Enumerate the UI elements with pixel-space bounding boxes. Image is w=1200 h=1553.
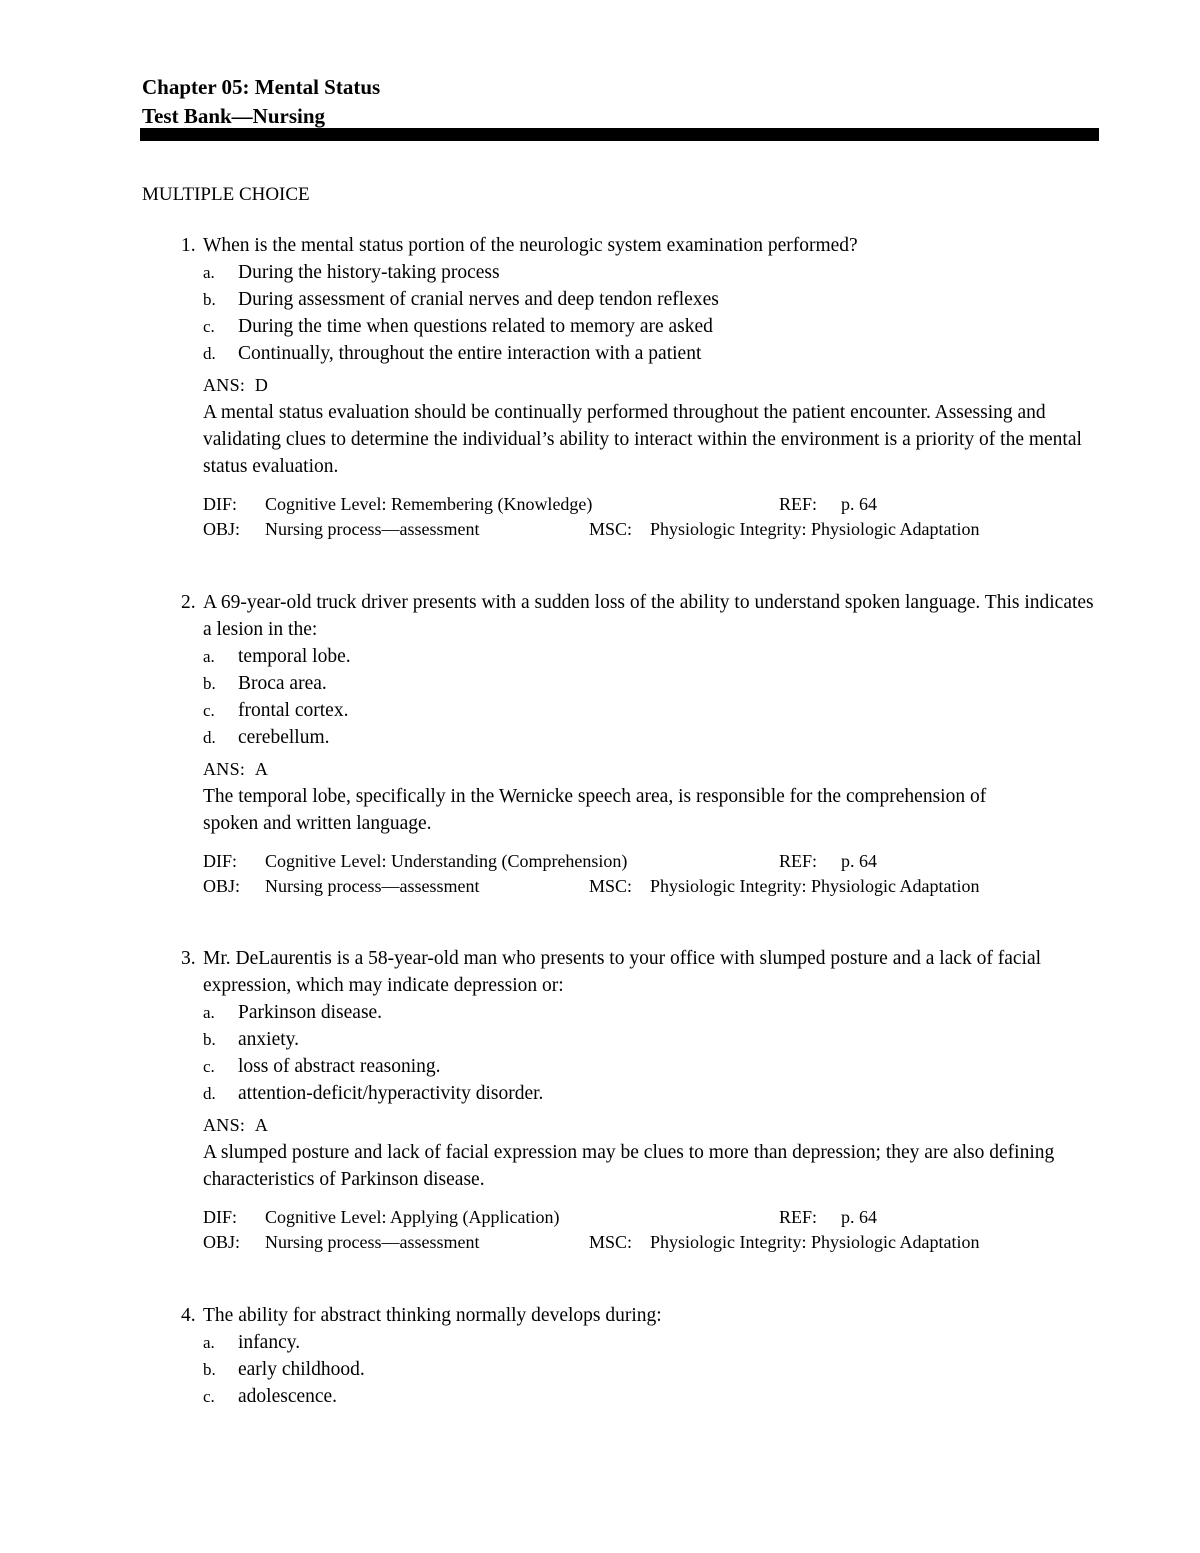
question-2 xyxy=(142,589,1102,899)
option-letter: a. xyxy=(203,263,215,282)
option-letter: c. xyxy=(203,317,215,336)
question-stem: The ability for abstract thinking normally develops during: xyxy=(203,1305,662,1326)
option-letter: a. xyxy=(203,647,215,666)
question-number: 3. xyxy=(181,948,196,969)
answer-line xyxy=(203,1112,1102,1139)
option-a xyxy=(203,643,1102,670)
msc-value: Physiologic Integrity: Physiologic Adaptation xyxy=(650,876,980,896)
obj-label: OBJ: xyxy=(203,1232,241,1252)
option-letter: c. xyxy=(203,1057,215,1076)
answer-label: ANS: xyxy=(203,759,246,779)
question-4 xyxy=(142,1302,1102,1410)
dif-label: DIF: xyxy=(203,494,238,514)
option-text: cerebellum. xyxy=(238,727,330,748)
option-text: loss of abstract reasoning. xyxy=(238,1056,441,1077)
obj-value: Nursing process—assessment xyxy=(265,519,480,539)
rationale: A mental status evaluation should be continually performed throughout the patient encounter. Assessing and validating clues to determine the individual’s ability to interact within the environment is a priority of the mental status evaluation. xyxy=(203,402,1082,477)
msc-label: MSC: xyxy=(589,519,633,539)
dif-label: DIF: xyxy=(203,1207,238,1227)
option-a xyxy=(203,1329,1102,1356)
option-letter: c. xyxy=(203,1387,215,1406)
option-text: During the time when questions related to memory are asked xyxy=(238,316,713,337)
option-b xyxy=(203,1356,1102,1383)
option-text: attention-deficit/hyperactivity disorder. xyxy=(238,1083,544,1104)
option-letter: b. xyxy=(203,290,216,309)
option-text: Broca area. xyxy=(238,673,327,694)
answer-options xyxy=(203,999,1102,1107)
option-d xyxy=(203,724,1102,751)
ref-value: p. 64 xyxy=(841,494,877,514)
option-letter: b. xyxy=(203,674,216,693)
msc-value: Physiologic Integrity: Physiologic Adaptation xyxy=(650,519,980,539)
question-number: 4. xyxy=(181,1305,196,1326)
msc-label: MSC: xyxy=(589,1232,633,1252)
option-b xyxy=(203,286,1102,313)
answer-options xyxy=(203,1329,1102,1410)
option-c xyxy=(203,1053,1102,1080)
rationale: A slumped posture and lack of facial expression may be clues to more than depression; they are also defining characteristics of Parkinson disease. xyxy=(203,1142,1055,1190)
option-text: Parkinson disease. xyxy=(238,1002,383,1023)
chapter-title: Chapter 05: Mental Status xyxy=(142,75,381,99)
option-b xyxy=(203,670,1102,697)
option-c xyxy=(203,697,1102,724)
option-a xyxy=(203,259,1102,286)
obj-label: OBJ: xyxy=(203,519,241,539)
obj-value: Nursing process—assessment xyxy=(265,876,480,896)
option-text: temporal lobe. xyxy=(238,646,351,667)
question-metadata xyxy=(203,492,1102,542)
answer-block xyxy=(203,372,1102,480)
option-a xyxy=(203,999,1102,1026)
obj-value: Nursing process—assessment xyxy=(265,1232,480,1252)
meta-row-dif xyxy=(203,492,1102,517)
ref-value: p. 64 xyxy=(841,851,877,871)
option-letter: d. xyxy=(203,1084,216,1103)
answer-block xyxy=(203,756,1102,837)
ref-value: p. 64 xyxy=(841,1207,877,1227)
option-letter: a. xyxy=(203,1333,215,1352)
msc-label: MSC: xyxy=(589,876,633,896)
answer-options xyxy=(203,643,1102,751)
answer-label: ANS: xyxy=(203,1115,246,1135)
ref-label: REF: xyxy=(779,851,818,871)
answer-block xyxy=(203,1112,1102,1193)
answer-value: A xyxy=(254,1115,269,1135)
option-text: anxiety. xyxy=(238,1029,300,1050)
answer-value: A xyxy=(254,759,269,779)
option-c xyxy=(203,313,1102,340)
meta-row-obj xyxy=(203,874,1102,899)
option-text: During assessment of cranial nerves and deep tendon reflexes xyxy=(238,289,719,310)
answer-value: D xyxy=(254,375,269,395)
question-1 xyxy=(142,232,1102,542)
question-number: 1. xyxy=(181,235,196,256)
option-b xyxy=(203,1026,1102,1053)
ref-label: REF: xyxy=(779,1207,818,1227)
answer-label: ANS: xyxy=(203,375,246,395)
option-letter: b. xyxy=(203,1360,216,1379)
answer-line xyxy=(203,756,1102,783)
answer-line xyxy=(203,372,1102,399)
option-text: During the history-taking process xyxy=(238,262,500,283)
rationale: The temporal lobe, specifically in the Wernicke speech area, is responsible for the comprehension of spoken and written language. xyxy=(203,786,987,834)
meta-row-obj xyxy=(203,517,1102,542)
meta-row-obj xyxy=(203,1230,1102,1255)
obj-label: OBJ: xyxy=(203,876,241,896)
option-letter: a. xyxy=(203,1003,215,1022)
title-rule xyxy=(140,128,1099,141)
answer-options xyxy=(203,259,1102,367)
dif-value: Cognitive Level: Remembering (Knowledge) xyxy=(265,494,593,514)
question-stem: A 69-year-old truck driver presents with a sudden loss of the ability to understand spoken language. This indicates a lesion in the: xyxy=(203,592,1094,640)
question-number: 2. xyxy=(181,592,196,613)
question-3 xyxy=(142,945,1102,1255)
option-text: early childhood. xyxy=(238,1359,365,1380)
question-stem: When is the mental status portion of the neurologic system examination performed? xyxy=(203,235,858,256)
question-metadata xyxy=(203,1205,1102,1255)
option-text: frontal cortex. xyxy=(238,700,349,721)
option-c xyxy=(203,1383,1102,1410)
option-d xyxy=(203,340,1102,367)
question-metadata xyxy=(203,849,1102,899)
option-text: Continually, throughout the entire interaction with a patient xyxy=(238,343,702,364)
option-text: infancy. xyxy=(238,1332,301,1353)
section-heading: MULTIPLE CHOICE xyxy=(142,184,310,205)
option-letter: d. xyxy=(203,728,216,747)
ref-label: REF: xyxy=(779,494,818,514)
option-text: adolescence. xyxy=(238,1386,338,1407)
option-letter: c. xyxy=(203,701,215,720)
meta-row-dif xyxy=(203,849,1102,874)
question-stem: Mr. DeLaurentis is a 58-year-old man who presents to your office with slumped posture and a lack of facial expression, which may indicate depression or: xyxy=(203,948,1042,996)
meta-row-dif xyxy=(203,1205,1102,1230)
option-d xyxy=(203,1080,1102,1107)
option-letter: d. xyxy=(203,344,216,363)
dif-value: Cognitive Level: Applying (Application) xyxy=(265,1207,560,1227)
dif-value: Cognitive Level: Understanding (Comprehension) xyxy=(265,851,628,871)
option-letter: b. xyxy=(203,1030,216,1049)
msc-value: Physiologic Integrity: Physiologic Adaptation xyxy=(650,1232,980,1252)
document-subtitle: Test Bank—Nursing xyxy=(142,104,326,128)
dif-label: DIF: xyxy=(203,851,238,871)
